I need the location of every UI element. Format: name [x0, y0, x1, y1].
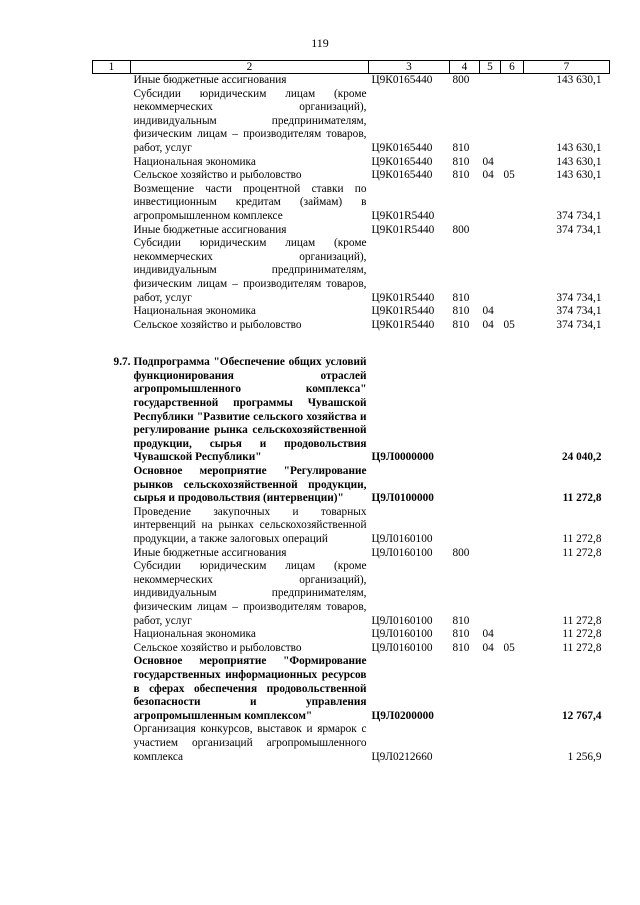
row-expense-type [450, 723, 480, 764]
table-row [93, 723, 610, 764]
header-cell: 5 [480, 61, 501, 74]
row-number [93, 560, 131, 628]
row-code: Ц9Л0160100 [371, 614, 433, 627]
row-code: Ц9Л0100000 [371, 492, 434, 505]
row-expense-type: 800 [452, 223, 470, 236]
row-amount: 24 040,2 [561, 451, 602, 464]
row-expense-type [450, 506, 480, 547]
row-section: 04 [482, 318, 494, 331]
row-amount: 374 734,1 [556, 291, 602, 304]
row-name: Основное мероприятие "Регулирование рынков сельскохозяйственной продукции, сырья и продовольствия (интервенции)" [133, 465, 367, 505]
row-amount: 374 734,1 [556, 223, 602, 236]
row-expense-type: 810 [452, 141, 470, 154]
row-code: Ц9Л0000000 [371, 451, 434, 464]
row-name: Национальная экономика [133, 628, 256, 641]
table-row [93, 305, 610, 319]
row-number: 9.7. [113, 356, 131, 369]
table-row [93, 628, 610, 642]
row-section [480, 655, 501, 723]
table-row [93, 74, 610, 88]
row-subsection [501, 224, 524, 238]
row-section [480, 74, 501, 88]
row-amount: 11 272,8 [562, 628, 602, 641]
table-row [93, 156, 610, 170]
row-amount: 143 630,1 [556, 74, 602, 86]
row-section [480, 237, 501, 305]
row-amount: 374 734,1 [556, 318, 602, 331]
row-subsection [501, 723, 524, 764]
row-section [480, 88, 501, 156]
row-section [480, 547, 501, 561]
row-subsection [501, 183, 524, 224]
row-code: Ц9К0165440 [371, 74, 433, 86]
row-expense-type: 810 [452, 169, 470, 182]
row-code: Ц9Л0212660 [371, 750, 433, 763]
row-expense-type: 810 [452, 155, 470, 168]
row-amount: 11 272,8 [562, 492, 602, 505]
row-number [93, 465, 131, 506]
header-cell: 7 [524, 61, 610, 74]
budget-table [92, 60, 610, 764]
row-amount: 143 630,1 [556, 141, 602, 154]
header-cell: 6 [501, 61, 524, 74]
section-spacer [93, 332, 610, 356]
row-amount: 11 272,8 [562, 614, 602, 627]
row-code: Ц9К0165440 [371, 141, 433, 154]
row-amount: 374 734,1 [556, 305, 602, 318]
row-number [93, 628, 131, 642]
row-name: Субсидии юридическим лицам (кроме некоммерческих организаций), индивидуальным предпринимателям, физическим лицам – производителям товаров, работ, услуг [133, 237, 367, 304]
row-section: 04 [482, 169, 494, 182]
row-number [93, 183, 131, 224]
row-name: Иные бюджетные ассигнования [133, 74, 287, 86]
row-expense-type [450, 465, 480, 506]
row-section [480, 723, 501, 764]
table-row [93, 547, 610, 561]
table-body-part-a [93, 74, 610, 333]
row-amount: 12 767,4 [561, 709, 602, 722]
table-row [93, 642, 610, 656]
row-section [480, 560, 501, 628]
row-name: Основное мероприятие "Формирование государственных информационных ресурсов в сферах обеспечения продовольственной безопасности и управления агропромышленным комплексом" [133, 655, 367, 722]
row-amount: 11 272,8 [562, 546, 602, 559]
row-subsection [501, 156, 524, 170]
row-code: Ц9К01R5440 [371, 223, 435, 236]
row-expense-type: 810 [452, 305, 470, 318]
table-row [93, 183, 610, 224]
row-code: Ц9Л0200000 [371, 709, 434, 722]
row-subsection [501, 356, 524, 465]
row-code: Ц9Л0160100 [371, 628, 433, 641]
row-code: Ц9К0165440 [371, 169, 433, 182]
row-amount: 1 256,9 [567, 750, 602, 763]
table-row [93, 319, 610, 333]
row-subsection [501, 74, 524, 88]
table-row [93, 655, 610, 723]
row-expense-type: 810 [452, 628, 470, 641]
row-section: 04 [482, 641, 494, 654]
row-subsection [501, 560, 524, 628]
row-subsection [501, 237, 524, 305]
header-cell: 3 [369, 61, 450, 74]
row-name: Субсидии юридическим лицам (кроме некоммерческих организаций), индивидуальным предпринимателям, физическим лицам – производителям товаров, работ, услуг [133, 560, 367, 627]
row-name: Проведение закупочных и товарных интервенций на рынках сельскохозяйственной продукции, а также залоговых операций [133, 505, 367, 545]
row-section [480, 465, 501, 506]
row-expense-type [450, 183, 480, 224]
row-name: Организация конкурсов, выставок и ярмарок с участием организаций агропромышленного комплекса [133, 723, 367, 763]
header-cell: 4 [450, 61, 480, 74]
row-number [93, 74, 131, 88]
table-row [93, 237, 610, 305]
row-expense-type: 810 [452, 614, 470, 627]
row-section [480, 356, 501, 465]
row-number [93, 723, 131, 764]
row-expense-type: 810 [452, 318, 470, 331]
row-name: Сельское хозяйство и рыболовство [133, 641, 302, 654]
row-amount: 11 272,8 [562, 533, 602, 545]
row-section [480, 183, 501, 224]
row-name: Возмещение части процентной ставки по инвестиционным кредитам (займам) в агропромышленном комплексе [133, 182, 367, 222]
row-name: Субсидии юридическим лицам (кроме некоммерческих организаций), индивидуальным предпринимателям, физическим лицам – производителям товаров, работ, услуг [133, 87, 367, 154]
header-cell: 2 [131, 61, 369, 74]
row-code: Ц9К01R5440 [371, 305, 435, 318]
row-subsection [501, 628, 524, 642]
row-subsection [501, 465, 524, 506]
row-number [93, 169, 131, 183]
row-code: Ц9Л0160100 [371, 546, 433, 559]
table-row [93, 356, 610, 465]
page-number: 119 [311, 36, 329, 50]
row-subsection: 05 [503, 169, 515, 182]
row-expense-type: 810 [452, 641, 470, 654]
row-name: Подпрограмма "Обеспечение общих условий функционирования отраслей агропромышленного комплекса" государственной программы Чувашской Республики "Развитие сельского хозяйства и регулирование рынка сельскохозяйственной продукции, сырья и продовольствия Чувашской Республики" [133, 356, 367, 464]
row-subsection [501, 506, 524, 547]
table-body-part-b [93, 356, 610, 764]
row-number [93, 305, 131, 319]
table-row [93, 465, 610, 506]
row-number [93, 655, 131, 723]
row-number [93, 547, 131, 561]
row-name: Сельское хозяйство и рыболовство [133, 169, 302, 182]
row-number [93, 319, 131, 333]
row-code: Ц9К01R5440 [371, 209, 435, 222]
row-expense-type: 800 [452, 74, 470, 86]
row-code: Ц9Л0160100 [371, 641, 433, 654]
row-amount: 143 630,1 [556, 169, 602, 182]
row-number [93, 642, 131, 656]
row-section [480, 224, 501, 238]
row-code: Ц9К0165440 [371, 155, 433, 168]
row-subsection: 05 [503, 641, 515, 654]
row-subsection [501, 655, 524, 723]
table-row [93, 169, 610, 183]
row-name: Национальная экономика [133, 305, 256, 318]
row-section: 04 [482, 155, 494, 168]
row-name: Национальная экономика [133, 155, 256, 168]
row-number [93, 156, 131, 170]
row-code: Ц9К01R5440 [371, 318, 435, 331]
table-row [93, 506, 610, 547]
row-subsection [501, 88, 524, 156]
row-name: Сельское хозяйство и рыболовство [133, 318, 302, 331]
row-number [93, 506, 131, 547]
row-expense-type: 800 [452, 546, 470, 559]
row-number [93, 224, 131, 238]
row-expense-type: 810 [452, 291, 470, 304]
row-subsection: 05 [503, 318, 515, 331]
row-name: Иные бюджетные ассигнования [133, 546, 287, 559]
row-section [480, 506, 501, 547]
row-number [93, 237, 131, 305]
row-subsection [501, 305, 524, 319]
table-header-row [93, 61, 610, 74]
row-amount: 374 734,1 [556, 209, 602, 222]
table-row [93, 224, 610, 238]
row-amount: 143 630,1 [556, 155, 602, 168]
row-subsection [501, 547, 524, 561]
row-code: Ц9Л0160100 [371, 533, 433, 545]
row-section: 04 [482, 305, 494, 318]
table-row [93, 560, 610, 628]
row-code: Ц9К01R5440 [371, 291, 435, 304]
row-number [93, 88, 131, 156]
header-cell: 1 [93, 61, 131, 74]
row-section: 04 [482, 628, 494, 641]
row-name: Иные бюджетные ассигнования [133, 223, 287, 236]
table-row [93, 88, 610, 156]
row-amount: 11 272,8 [562, 641, 602, 654]
row-expense-type [450, 655, 480, 723]
row-expense-type [450, 356, 480, 465]
